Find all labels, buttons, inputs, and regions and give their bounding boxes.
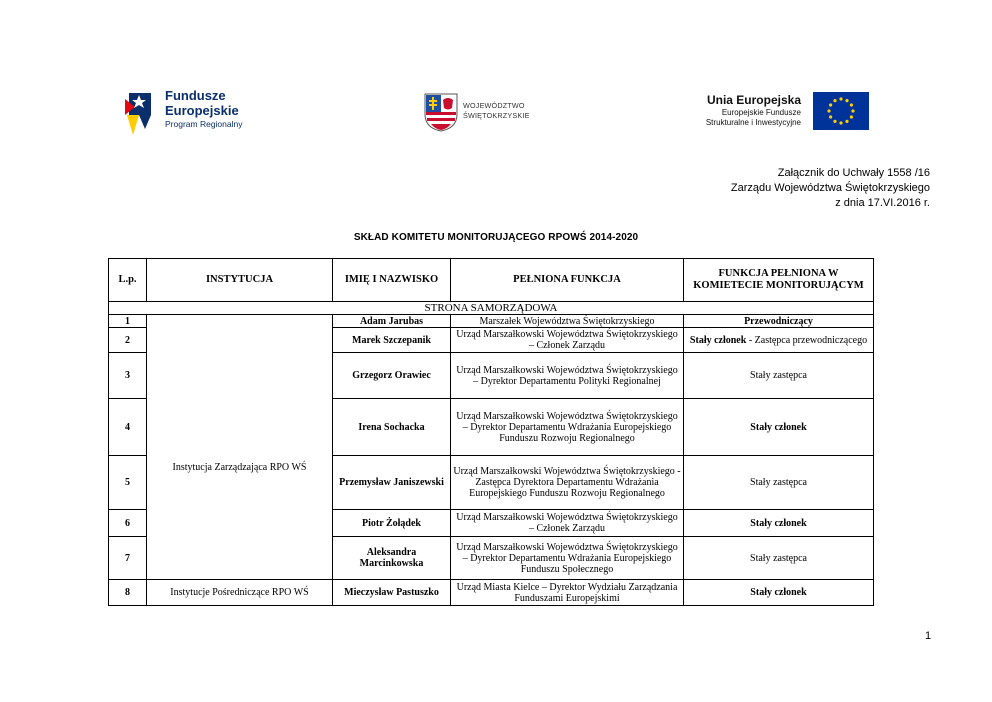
row-name: Adam Jarubas <box>333 315 451 328</box>
eu-logo <box>684 92 869 134</box>
committee-function-extra: - Zastępca przewodniczącego <box>746 334 868 346</box>
row-role: Urząd Miasta Kielce – Dyrektor Wydziału Zarządzania Funduszami Europejskimi <box>451 580 684 606</box>
row-lp: 6 <box>109 510 147 537</box>
row-role: Marszałek Województwa Świętokrzyskiego <box>451 315 684 328</box>
funds-logo-line2: Europejskie <box>165 103 239 118</box>
header-institution: INSTYTUCJA <box>147 259 333 302</box>
row-committee <box>684 456 874 510</box>
annex-reference <box>731 166 930 211</box>
eu-logo-line2: Europejskie Fundusze <box>721 108 801 117</box>
table-row <box>109 580 874 606</box>
committee-function: Stały członek <box>750 421 807 433</box>
row-name: Mieczysław Pastuszko <box>333 580 451 606</box>
header-name: IMIĘ I NAZWISKO <box>333 259 451 302</box>
row-name: Piotr Żołądek <box>333 510 451 537</box>
committee-function-extra: Stały zastępca <box>750 552 807 564</box>
row-role: Urząd Marszałkowski Województwa Świętokrzyskiego - Zastępca Dyrektora Departamentu Wdrażania Europejskiego Funduszu Rozwoju Regionalnego <box>451 456 684 510</box>
row-lp: 2 <box>109 328 147 353</box>
committee-table <box>108 258 874 606</box>
voivodeship-logo-line1: WOJEWÓDZTWO <box>463 101 525 110</box>
row-role: Urząd Marszałkowski Województwa Świętokrzyskiego – Członek Zarządu <box>451 328 684 353</box>
voivodeship-coat-of-arms-icon <box>423 92 459 132</box>
table-header-row <box>109 259 874 302</box>
funds-logo-line1: Fundusze <box>165 88 226 103</box>
section-row <box>109 302 874 315</box>
row-name: Przemysław Janiszewski <box>333 456 451 510</box>
row-committee <box>684 510 874 537</box>
committee-function: Stały członek <box>689 334 747 346</box>
row-committee <box>684 537 874 580</box>
voivodeship-logo <box>423 92 543 132</box>
row-role: Urząd Marszałkowski Województwa Świętokrzyskiego – Dyrektor Departamentu Polityki Regionalnej <box>451 353 684 399</box>
eu-logo-line3: Strukturalne i Inwestycyjne <box>705 118 801 127</box>
row-committee <box>684 328 874 353</box>
row-name: Marek Szczepanik <box>333 328 451 353</box>
row-lp: 5 <box>109 456 147 510</box>
row-committee <box>684 399 874 456</box>
funds-logo <box>125 85 265 137</box>
row-lp: 8 <box>109 580 147 606</box>
funds-logo-line3: Program Regionalny <box>165 119 243 129</box>
eu-flag-icon <box>813 92 869 130</box>
row-name: Aleksandra Marcinkowska <box>333 537 451 580</box>
row-lp: 7 <box>109 537 147 580</box>
header-lp: L.p. <box>109 259 147 302</box>
row-role: Urząd Marszałkowski Województwa Świętokrzyskiego – Członek Zarządu <box>451 510 684 537</box>
annex-line3: z dnia 17.VI.2016 r. <box>835 197 930 209</box>
row-role: Urząd Marszałkowski Województwa Świętokrzyskiego – Dyrektor Departamentu Wdrażania Europejskiego Funduszu Społecznego <box>451 537 684 580</box>
institution-intermediate: Instytucje Pośredniczące RPO WŚ <box>147 580 333 606</box>
row-role: Urząd Marszałkowski Województwa Świętokrzyskiego – Dyrektor Departamentu Wdrażania Europejskiego Funduszu Rozwoju Regionalnego <box>451 399 684 456</box>
row-committee <box>684 353 874 399</box>
funds-logo-mark-icon <box>125 85 157 137</box>
row-name: Grzegorz Orawiec <box>333 353 451 399</box>
row-lp: 1 <box>109 315 147 328</box>
annex-line1: Załącznik do Uchwały 1558 /16 <box>777 167 930 179</box>
table-row <box>109 315 874 328</box>
header-committee: FUNKCJA PEŁNIONA W KOMIETECIE MONITORUJĄCYM <box>684 259 874 302</box>
row-committee <box>684 580 874 606</box>
row-lp: 4 <box>109 399 147 456</box>
row-name: Irena Sochacka <box>333 399 451 456</box>
committee-function-extra: Stały zastępca <box>750 370 807 381</box>
committee-function: Stały członek <box>750 587 807 598</box>
section-title: STRONA SAMORZĄDOWA <box>109 302 874 315</box>
eu-logo-line1: Unia Europejska <box>706 93 801 107</box>
header-role: PEŁNIONA FUNKCJA <box>451 259 684 302</box>
row-lp: 3 <box>109 353 147 399</box>
committee-function-extra: Stały zastępca <box>750 477 807 488</box>
institution-managing: Instytucja Zarządzająca RPO WŚ <box>147 315 333 580</box>
voivodeship-logo-line2: ŚWIĘTOKRZYSKIE <box>463 111 530 120</box>
committee-function: Przewodniczący <box>744 315 813 327</box>
committee-function: Stały członek <box>750 517 807 529</box>
document-title: SKŁAD KOMITETU MONITORUJĄCEGO RPOWŚ 2014-2020 <box>353 232 639 243</box>
row-committee <box>684 315 874 328</box>
annex-line2: Zarządu Województwa Świętokrzyskiego <box>730 182 930 194</box>
page-number: 1 <box>925 630 932 642</box>
